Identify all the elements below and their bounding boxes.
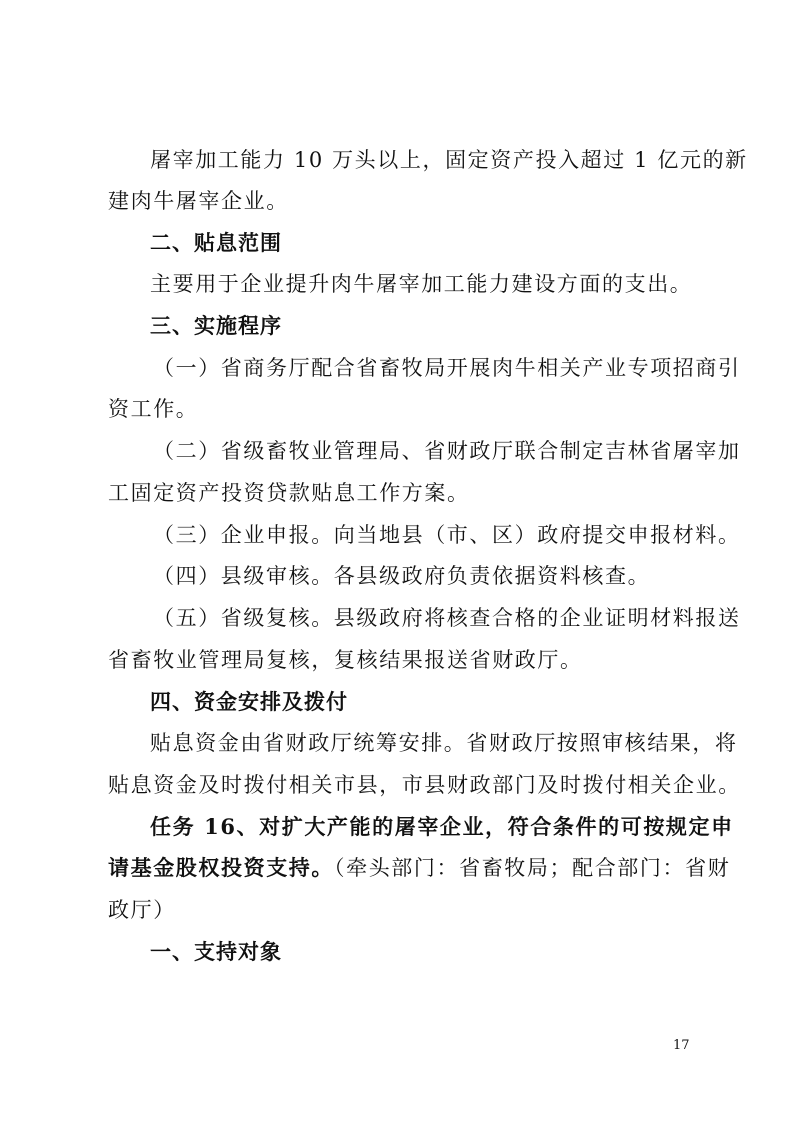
- paragraph-line: 建肉牛屠宰企业。: [108, 189, 289, 213]
- paragraph-line: 主要用于企业提升肉牛屠宰加工能力建设方面的支出。: [150, 272, 693, 296]
- task-heading-tail: 请基金股权投资支持。: [108, 855, 334, 880]
- paragraph-line: （四）县级审核。各县级政府负责依据资料核查。: [153, 564, 651, 588]
- task-heading: 任务 16、对扩大产能的屠宰企业，符合条件的可按规定申: [150, 814, 734, 839]
- section-heading: 三、实施程序: [150, 314, 282, 338]
- section-heading: 四、资金安排及拨付: [150, 690, 348, 714]
- paragraph-line: 贴息资金由省财政厅统筹安排。省财政厅按照审核结果，将: [150, 731, 738, 755]
- paragraph-line: （五）省级复核。县级政府将核查合格的企业证明材料报送: [153, 606, 741, 630]
- paragraph-line: 资工作。: [108, 397, 199, 421]
- paragraph-line: （三）企业申报。向当地县（市、区）政府提交申报材料。: [153, 523, 741, 547]
- section-heading: 二、贴息范围: [150, 231, 282, 255]
- paragraph-line: 省畜牧业管理局复核，复核结果报送省财政厅。: [108, 648, 583, 672]
- paragraph-line: 贴息资金及时拨付相关市县，市县财政部门及时拨付相关企业。: [108, 773, 741, 797]
- paragraph-line: 屠宰加工能力 10 万头以上，固定资产投入超过 1 亿元的新: [150, 148, 748, 172]
- paragraph-line: （一）省商务厅配合省畜牧局开展肉牛相关产业专项招商引: [153, 356, 741, 380]
- paragraph-line: 工固定资产投资贷款贴息工作方案。: [108, 481, 470, 505]
- page-number: 17: [673, 1038, 690, 1053]
- paragraph-line: [108, 854, 731, 882]
- responsible-departments: （牵头部门：省畜牧局；配合部门：省财: [334, 856, 731, 880]
- paragraph-line: 政厅）: [108, 898, 176, 922]
- paragraph-line: （二）省级畜牧业管理局、省财政厅联合制定吉林省屠宰加: [153, 439, 741, 463]
- section-heading: 一、支持对象: [150, 940, 282, 964]
